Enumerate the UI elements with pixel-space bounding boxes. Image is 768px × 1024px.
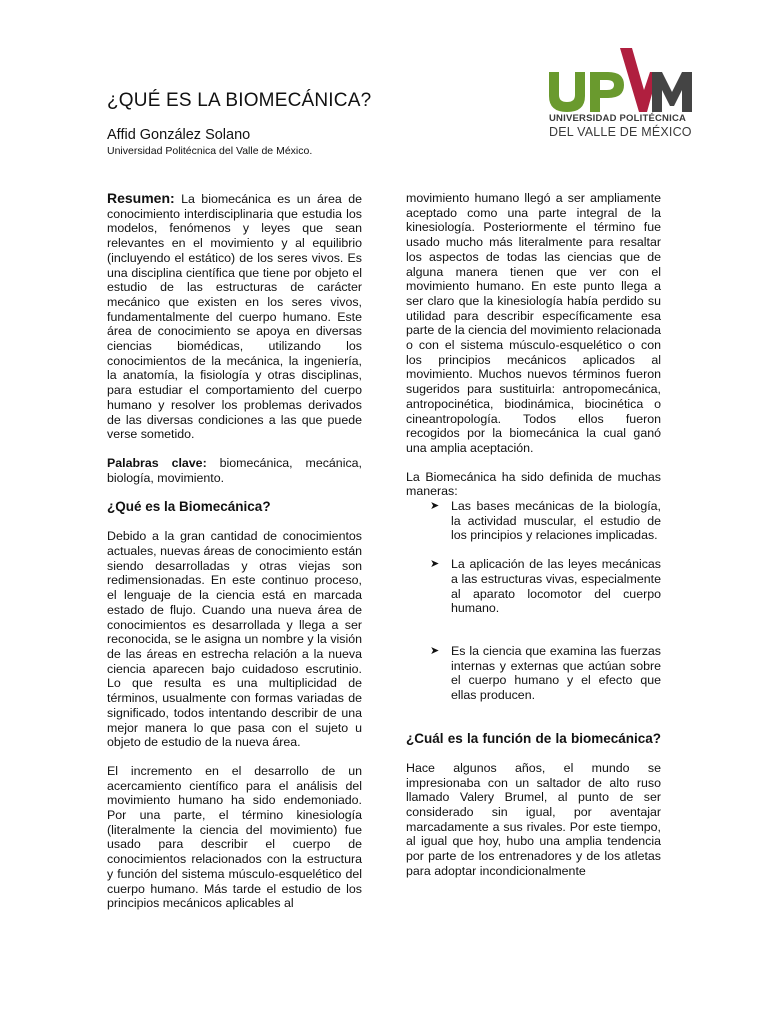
logo-text-line2: DEL VALLE DE MÉXICO bbox=[549, 125, 692, 139]
body-paragraph: movimiento humano llegó a ser ampliamente aceptado como una parte integral de la kinesiología. Posteriormente el término fue usado mucho más literalmente para resaltar los aspectos de todas las ciencias que de alguna manera tienen que ver con el movimiento humano. En este punto llega a ser claro que la kinesiología había perdido su utilidad para describir específicamente esa parte de la ciencia del movimiento relacionada o con el sistema músculo-esquelético o con los principios mecánicos aplicados al movimiento. Muchos nuevos términos fueron sugeridos para sustituirla: antropomecánica, antropocinética, biodinámica, biocinética o cineantropología. Todos ellos fueron recogidos por la biomecánica la cual ganó una amplia aceptación. bbox=[406, 191, 661, 455]
keywords-text: biomecánica, mecánica, biología, movimiento. bbox=[107, 455, 362, 485]
university-logo bbox=[540, 44, 700, 154]
list-item bbox=[406, 557, 661, 616]
section-heading-function bbox=[406, 731, 661, 747]
page-title: ¿QUÉ ES LA BIOMECÁNICA? bbox=[107, 90, 372, 111]
list-item bbox=[406, 499, 661, 543]
definitions-list bbox=[406, 499, 661, 703]
section-heading-text: ¿Cuál es la función de la biomecánica? bbox=[406, 730, 661, 746]
author-affiliation: Universidad Politécnica del Valle de México. bbox=[107, 145, 313, 157]
list-item bbox=[406, 644, 661, 703]
section-heading-what-is: ¿Qué es la Biomecánica? bbox=[107, 499, 271, 515]
list-item-text: Es la ciencia que examina las fuerzas internas y externas que actúan sobre el cuerpo humano y el efecto que ellas producen. bbox=[451, 643, 661, 703]
body-paragraph: El incremento en el desarrollo de un acercamiento científico para el análisis del movimiento humano ha sido endemoniado. Por una parte, el término kinesiología (literalmente la ciencia del movimiento) fue usado para describir el cuerpo de conocimientos relacionados con la estructura y función del sistema músculo-esquelético del cuerpo humano. Más tarde el estudio de los principios mecánicos aplicables al bbox=[107, 763, 362, 911]
arrowhead-bullet-icon: ➤ bbox=[430, 558, 440, 571]
body-paragraph: La Biomecánica ha sido definida de muchas maneras: bbox=[406, 469, 661, 499]
list-item-text: Las bases mecánicas de la biología, la actividad muscular, el estudio de los principios y relaciones implicadas. bbox=[451, 499, 661, 543]
arrowhead-bullet-icon: ➤ bbox=[430, 644, 440, 657]
body-paragraph: Debido a la gran cantidad de conocimientos actuales, nuevas áreas de conocimiento están siendo desarrolladas y otras viejas son redimensionadas. En este continuo proceso, el lenguaje de la ciencia está en marcada estado de flujo. Cuando una nueva área de conocimientos es desarrollada y llega a ser reconocida, se le asigna un nombre y la visión de las áreas en estrecha relación a la nueva ciencia aparecen bajo cuidadoso escrutinio. Lo que resulta es una multiplicidad de términos, usualmente con formas variadas de significado, todos intentando describir de una mejor manera lo que pasa con el sujeto u objeto de estudio de la nueva área. bbox=[107, 529, 362, 750]
abstract-text: La biomecánica es un área de conocimiento interdisciplinaria que estudia los modelos, fenómenos y leyes que sean relevantes en el movimiento y al equilibrio (incluyendo el estático) de los seres vivos. Es una disciplina científica que tiene por objeto el estudio de las estructuras de carácter mecánico que existen en los seres vivos, fundamentalmente del cuerpo humano. Este área de conocimiento se apoya en diversas ciencias biomédicas, utilizando los conocimientos de la mecánica, la ingeniería, la anatomía, la fisiología y otras disciplinas, para estudiar el comportamiento del cuerpo humano y resolver los problemas derivados de las diversas condiciones a las que puede verse sometido. bbox=[107, 192, 362, 442]
keywords-label: Palabras clave: bbox=[107, 455, 207, 470]
logo-text-line1: UNIVERSIDAD POLITÉCNICA bbox=[549, 113, 687, 124]
keywords-paragraph bbox=[107, 456, 362, 485]
upvm-logo-mark bbox=[540, 44, 700, 114]
arrowhead-bullet-icon: ➤ bbox=[430, 500, 440, 513]
list-item-text: La aplicación de las leyes mecánicas a las estructuras vivas, especialmente al aparato locomotor del cuerpo humano. bbox=[451, 557, 661, 616]
author-name: Affid González Solano bbox=[107, 127, 251, 143]
body-paragraph: Hace algunos años, el mundo se impresionaba con un saltador de alto ruso llamado Valery Brumel, al punto de ser considerado sin igual, por aventajar marcadamente a sus rivales. Por este tiempo, al igual que hoy, hubo una amplia tendencia por parte de los entrenadores y de los atletas para adoptar incondicionalmente bbox=[406, 760, 661, 878]
abstract-paragraph bbox=[107, 191, 362, 442]
left-column bbox=[107, 191, 362, 911]
right-column bbox=[406, 191, 661, 878]
abstract-label: Resumen: bbox=[107, 190, 175, 206]
